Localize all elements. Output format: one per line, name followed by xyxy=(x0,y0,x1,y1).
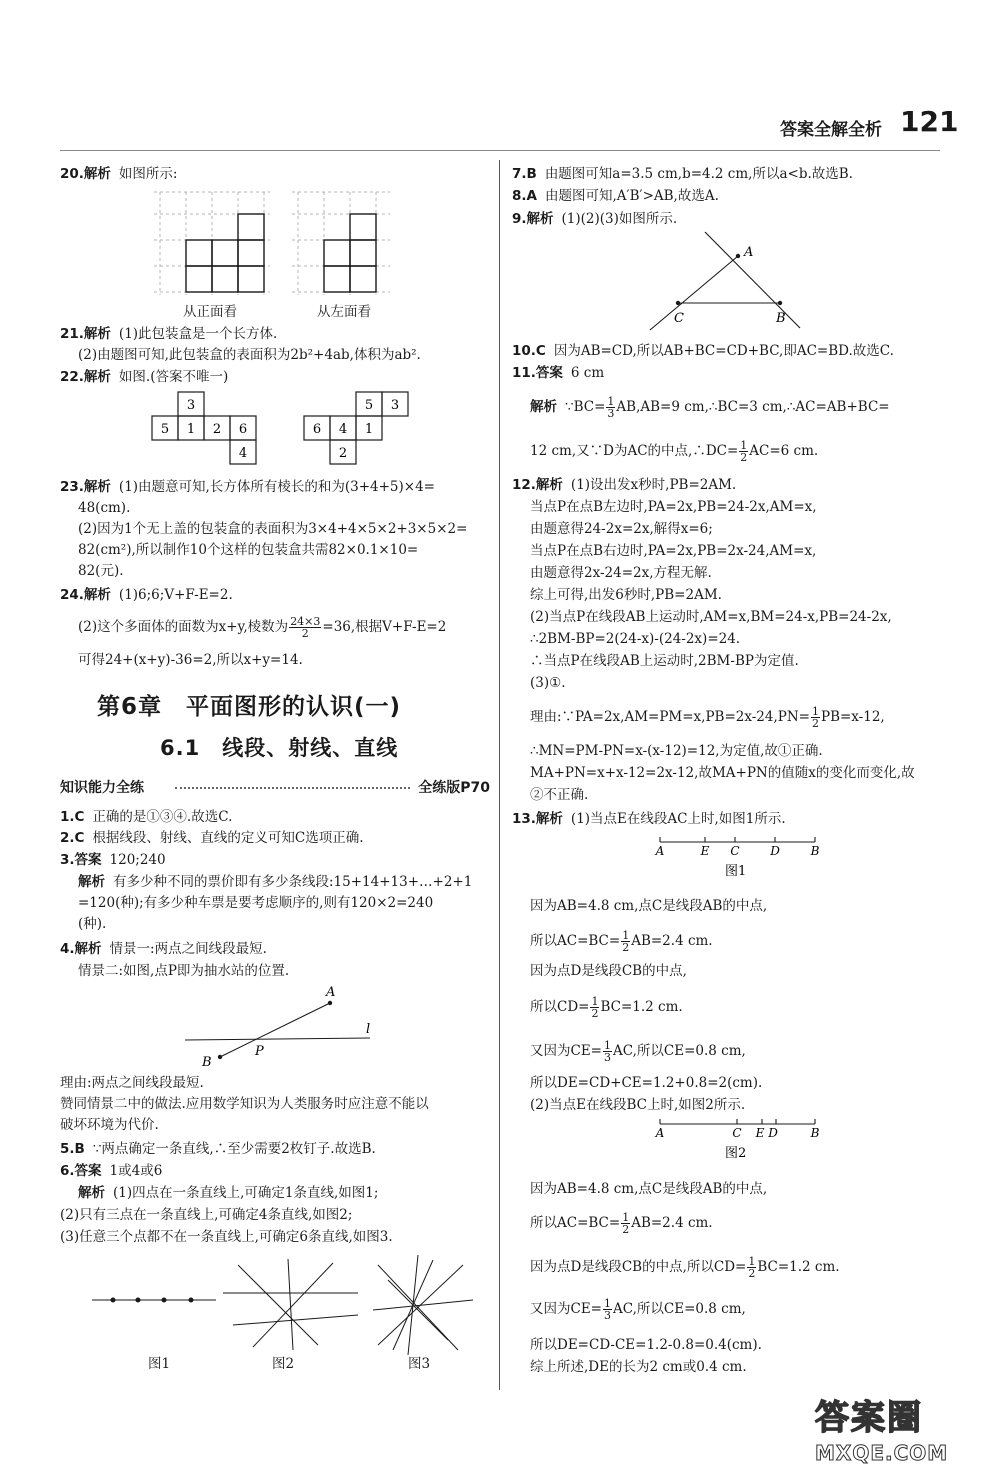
left-view-squares xyxy=(324,214,376,292)
q12-line7: (2)当点P在线段AB上运动时,AM=x,BM=24-x,PB=24-2x, xyxy=(530,609,892,625)
q7-line: 7.B 由题图可知a=3.5 cm,b=4.2 cm,所以a<b.故选B. xyxy=(512,166,853,182)
net2-cell: 4 xyxy=(338,422,348,437)
fig2-caption: 图2 xyxy=(272,1356,295,1372)
q3-line1: 解析 有多少种不同的票价即有多少条线段:15+14+13+…+2+1 xyxy=(78,874,473,890)
strip-dots xyxy=(175,787,410,789)
watermark-line2: MXQE.COM xyxy=(815,1441,949,1465)
fraction: $\frac{1}{2}$ xyxy=(622,1211,630,1236)
fig-caption: 图1 xyxy=(725,864,747,879)
point-label: E xyxy=(755,1126,765,1140)
q11-line1: 解析 ∵BC= $\frac{1}{3}$ AB,AB=9 cm,∴BC=3 cm,∴AC=AB+BC= xyxy=(530,395,890,420)
net1-cell: 1 xyxy=(186,422,196,437)
q23-line1: 23.解析 (1)由题意可知,长方体所有棱长的和为(3+4+5)×4= xyxy=(60,479,435,495)
header-rule xyxy=(60,150,940,151)
net1-cell: 5 xyxy=(160,422,170,437)
q23-line2: 48(cm). xyxy=(78,500,131,516)
q23-line3: (2)因为1个无上盖的包装盒的表面积为3×4+4×5×2+3×5×2= xyxy=(78,521,468,537)
q6-line2: (2)只有三点在一条直线上,可确定4条直线,如图2; xyxy=(60,1207,353,1223)
q13-line13: 所以DE=CD-CE=1.2-0.8=0.4(cm). xyxy=(530,1337,762,1353)
point-label: A xyxy=(655,844,665,858)
q3-line3: (种). xyxy=(78,916,107,932)
q13-line1: 13.解析 (1)当点E在线段AC上时,如图1所示. xyxy=(512,811,786,827)
fraction: $\frac{24\times 3}{2}$ xyxy=(290,615,321,640)
fraction: $\frac{1}{2}$ xyxy=(740,439,748,464)
fraction: $\frac{1}{3}$ xyxy=(604,1297,611,1322)
q13-fig2 xyxy=(650,1112,825,1162)
q23-line5: 82(元). xyxy=(78,563,124,579)
q22-nets-figure xyxy=(150,390,410,468)
q13-line9: 因为AB=4.8 cm,点C是线段AB的中点, xyxy=(530,1181,768,1197)
q6-answer-line: 6.答案 1或4或6 xyxy=(60,1163,163,1179)
fraction: $\frac{1}{3}$ xyxy=(604,1039,611,1064)
chapter-title: 第6章 平面图形的认识(一) xyxy=(97,694,402,720)
q6-line3: (3)任意三个点都不在一条直线上,可确定6条直线,如图3. xyxy=(60,1229,393,1245)
fraction: $\frac{1}{2}$ xyxy=(811,705,819,730)
q6-lines-figure xyxy=(88,1255,478,1355)
q12-line4: 当点P在点B右边时,PA=2x,PB=2x-24,AM=x, xyxy=(530,543,817,559)
q8-line: 8.A 由题图可知,A′B′>AB,故选A. xyxy=(512,188,719,204)
point-label: B xyxy=(810,1126,820,1140)
q23-line4: 82(cm²),所以制作10个这样的包装盒共需82×0.1×10= xyxy=(78,542,419,558)
net2-cell: 3 xyxy=(390,398,400,413)
net2-cell: 2 xyxy=(338,446,348,461)
fraction: $\frac{1}{3}$ xyxy=(607,395,615,420)
q12-line13: MA+PN=x+x-12=2x-12,故MA+PN的值随x的变化而变化,故 xyxy=(530,765,915,781)
q13-line12: 又因为CE= $\frac{1}{3}$ AC,所以CE=0.8 cm, xyxy=(530,1297,746,1322)
q13-line6: 又因为CE= $\frac{1}{3}$ AC,所以CE=0.8 cm, xyxy=(530,1039,746,1064)
q1-line: 1.C 正确的是①③④.故选C. xyxy=(60,809,233,825)
q13-line14: 综上所述,DE的长为2 cm或0.4 cm. xyxy=(530,1359,747,1375)
point-label: B xyxy=(202,1055,212,1070)
point-label: C xyxy=(730,844,740,858)
q5-line: 5.B ∵两点确定一条直线,∴至少需要2枚钉子.故选B. xyxy=(60,1141,376,1157)
q13-line8: (2)当点E在线段BC上时,如图2所示. xyxy=(530,1097,746,1113)
header-title: 答案全解全析 xyxy=(780,120,882,140)
q12-line12: ∴MN=PM-PN=x-(x-12)=12,为定值,故①正确. xyxy=(530,743,823,759)
front-view-caption: 从正面看 xyxy=(183,304,237,320)
q13-line10: 所以AC=BC= $\frac{1}{2}$ AB=2.4 cm. xyxy=(530,1211,713,1236)
q10-line: 10.C 因为AB=CD,所以AB+BC=CD+BC,即AC=BD.故选C. xyxy=(512,343,894,359)
fraction: $\frac{1}{2}$ xyxy=(591,995,599,1020)
fraction: $\frac{1}{2}$ xyxy=(622,929,630,954)
q12-line3: 由题意得24-2x=2x,解得x=6; xyxy=(530,521,713,537)
q12-line1: 12.解析 (1)设出发x秒时,PB=2AM. xyxy=(512,477,737,493)
q13-fig1 xyxy=(650,830,825,880)
q21-line2: (2)由题图可知,此包装盒的表面积为2b²+4ab,体积为ab². xyxy=(78,347,421,363)
line-label: l xyxy=(366,1022,371,1037)
q13-line5: 所以CD= $\frac{1}{2}$ BC=1.2 cm. xyxy=(530,995,683,1020)
net1-cell: 6 xyxy=(238,422,248,437)
point-label: C xyxy=(674,311,684,326)
net2-cell: 6 xyxy=(312,422,322,437)
net1-cell: 4 xyxy=(238,446,248,461)
q12-line11: 理由:∵PA=2x,AM=PM=x,PB=2x-24,PN= $\frac{1}{2}$ PB=x-12, xyxy=(530,705,885,730)
point-label: B xyxy=(810,844,820,858)
q12-line8: ∴2BM-BP=2(24-x)-(24-2x)=24. xyxy=(530,631,741,647)
q6-line1: 解析 (1)四点在一条直线上,可确定1条直线,如图1; xyxy=(78,1185,379,1201)
net1-cell: 3 xyxy=(186,398,196,413)
q24-line3: 可得24+(x+y)-36=2,所以x+y=14. xyxy=(78,652,303,668)
q3-answer-line: 3.答案 120;240 xyxy=(60,852,166,868)
q12-line2: 当点P在点B左边时,PA=2x,PB=24-2x,AM=x, xyxy=(530,499,817,515)
q24-line1: 24.解析 (1)6;6;V+F-E=2. xyxy=(60,587,233,603)
q22-line: 22.解析 如图.(答案不唯一) xyxy=(60,369,229,385)
q13-line4: 因为点D是线段CB的中点, xyxy=(530,963,687,979)
point-label: A xyxy=(326,985,336,1000)
q13-line7: 所以DE=CD+CE=1.2+0.8=2(cm). xyxy=(530,1075,763,1091)
q4-line4: 赞同情景二中的做法.应用数学知识为人类服务时应注意不能以 xyxy=(60,1096,429,1112)
q20-views-figure xyxy=(150,190,400,305)
point-label: E xyxy=(700,844,710,858)
q24-line2: (2)这个多面体的面数为x+y,棱数为 $\frac{24\times 3}{2}$ =36,根据V+F-E=2 xyxy=(78,615,447,640)
point-label: B xyxy=(776,311,786,326)
net2-cell: 5 xyxy=(364,398,374,413)
net1-cell: 2 xyxy=(212,422,222,437)
point-label: A xyxy=(744,245,754,260)
q9-line: 9.解析 (1)(2)(3)如图所示. xyxy=(512,211,678,227)
fig1-caption: 图1 xyxy=(148,1356,171,1372)
net2-cell: 1 xyxy=(364,422,374,437)
q11-line2: 12 cm,又∵D为AC的中点,∴DC= $\frac{1}{2}$ AC=6 cm. xyxy=(530,439,819,464)
page-number: 121 xyxy=(900,105,959,138)
q9-figure xyxy=(640,228,820,333)
q12-line6: 综上可得,出发6秒时,PB=2AM. xyxy=(530,587,722,603)
q4-line2: 情景二:如图,点P即为抽水站的位置. xyxy=(78,963,290,979)
q13-line2: 因为AB=4.8 cm,点C是线段AB的中点, xyxy=(530,898,768,914)
q12-line5: 由题意得2x-24=2x,方程无解. xyxy=(530,565,712,581)
column-divider xyxy=(499,160,500,1390)
q20-line: 20.解析 如图所示: xyxy=(60,166,178,182)
front-view-squares xyxy=(186,214,264,292)
q11-answer-line: 11.答案 6 cm xyxy=(512,365,605,381)
q4-line1: 4.解析 情景一:两点之间线段最短. xyxy=(60,941,267,957)
q3-line2: =120(种);有多少种车票是要考虑顺序的,则有120×2=240 xyxy=(78,895,434,911)
strip-left-label: 知识能力全练 xyxy=(60,780,144,796)
q13-line3: 所以AC=BC= $\frac{1}{2}$ AB=2.4 cm. xyxy=(530,929,713,954)
point-label: D xyxy=(770,844,780,858)
practice-strip xyxy=(60,777,490,799)
point-label: A xyxy=(655,1126,665,1140)
q4-line3: 理由:两点之间线段最短. xyxy=(60,1075,204,1091)
point-label: P xyxy=(255,1044,264,1059)
fraction: $\frac{1}{2}$ xyxy=(748,1255,756,1280)
q2-line: 2.C 根据线段、射线、直线的定义可知C选项正确. xyxy=(60,830,364,846)
watermark-logo xyxy=(815,1390,948,1465)
watermark-line1: 答案圈 xyxy=(815,1398,923,1438)
section-title: 6.1 线段、射线、直线 xyxy=(160,736,399,760)
fig3-caption: 图3 xyxy=(408,1356,431,1372)
q4-line5: 破坏环境为代价. xyxy=(60,1117,159,1133)
q12-line14: ②不正确. xyxy=(530,787,589,803)
fig-caption: 图2 xyxy=(725,1146,747,1161)
strip-right-label: 全练版P70 xyxy=(418,780,490,796)
q13-line11: 因为点D是线段CB的中点,所以CD= $\frac{1}{2}$ BC=1.2 cm. xyxy=(530,1255,840,1280)
q12-line10: (3)①. xyxy=(530,675,566,691)
q21-line1: 21.解析 (1)此包装盒是一个长方体. xyxy=(60,326,278,342)
q4-pump-figure xyxy=(180,980,380,1070)
point-label: D xyxy=(768,1126,778,1140)
point-label: C xyxy=(732,1126,742,1140)
left-view-caption: 从左面看 xyxy=(317,304,371,320)
q12-line9: ∴当点P在线段AB上运动时,2BM-BP为定值. xyxy=(530,653,799,669)
left-view-grid xyxy=(292,192,390,295)
